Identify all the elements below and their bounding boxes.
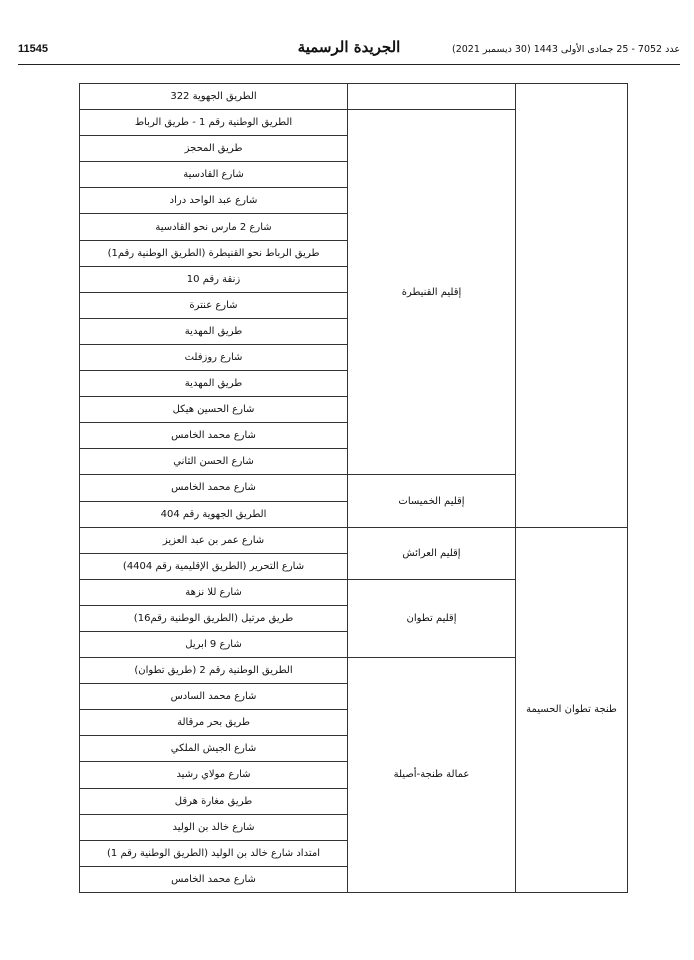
road-cell: شارع محمد الخامس xyxy=(80,475,348,501)
road-cell: شارع 9 ابريل xyxy=(80,631,348,657)
road-cell: شارع محمد السادس xyxy=(80,684,348,710)
road-cell: شارع الحسين هيكل xyxy=(80,397,348,423)
region-cell: طنجة تطوان الحسيمة xyxy=(516,527,628,892)
road-cell: شارع محمد الخامس xyxy=(80,866,348,892)
road-cell: شارع القادسية xyxy=(80,162,348,188)
road-cell: الطريق الجهوية 322 xyxy=(80,84,348,110)
road-cell: شارع روزفلت xyxy=(80,344,348,370)
province-cell: إقليم الخميسات xyxy=(348,475,516,527)
road-cell: طريق المهدية xyxy=(80,318,348,344)
road-cell: طريق بحر مرقالة xyxy=(80,710,348,736)
road-cell: الطريق الجهوية رقم 404 xyxy=(80,501,348,527)
province-cell: إقليم القنيطرة xyxy=(348,110,516,475)
province-cell: إقليم العرائش xyxy=(348,527,516,579)
road-cell: طريق المحجز xyxy=(80,136,348,162)
table-row xyxy=(80,527,628,553)
road-cell: شارع التحرير (الطريق الإقليمية رقم 4404) xyxy=(80,553,348,579)
road-cell: طريق مرتيل (الطريق الوطنية رقم16) xyxy=(80,605,348,631)
road-cell: الطريق الوطنية رقم 2 (طريق تطوان) xyxy=(80,658,348,684)
road-cell: زنقة رقم 10 xyxy=(80,266,348,292)
road-cell: شارع محمد الخامس xyxy=(80,423,348,449)
road-cell: شارع الحسن الثاني xyxy=(80,449,348,475)
region-cell-empty xyxy=(516,84,628,528)
gazette-title: الجريدة الرسمية xyxy=(297,38,401,56)
road-cell: امتداد شارع خالد بن الوليد (الطريق الوطنية رقم 1) xyxy=(80,840,348,866)
province-cell: عمالة طنجة-أصيلة xyxy=(348,658,516,893)
roads-table-body xyxy=(80,84,628,893)
road-cell: شارع عنترة xyxy=(80,292,348,318)
table-row xyxy=(80,84,628,110)
road-cell: شارع الجيش الملكي xyxy=(80,736,348,762)
road-cell: شارع 2 مارس نحو القادسية xyxy=(80,214,348,240)
road-cell: شارع للا نزهة xyxy=(80,579,348,605)
road-cell: طريق المهدية xyxy=(80,371,348,397)
road-cell: طريق مغارة هرقل xyxy=(80,788,348,814)
road-cell: شارع مولاي رشيد xyxy=(80,762,348,788)
page-number: 11545 xyxy=(18,43,48,55)
province-cell: إقليم تطوان xyxy=(348,579,516,657)
header-divider xyxy=(18,64,680,65)
province-cell xyxy=(348,84,516,110)
road-cell: شارع عبد الواحد دراد xyxy=(80,188,348,214)
road-cell: شارع عمر بن عبد العزيز xyxy=(80,527,348,553)
page-header xyxy=(18,40,680,64)
issue-info: عدد 7052 - 25 جمادى الأولى 1443 (30 ديسمبر 2021) xyxy=(451,44,680,55)
roads-table xyxy=(79,83,628,893)
road-cell: شارع خالد بن الوليد xyxy=(80,814,348,840)
road-cell: طريق الرباط نحو القنيطرة (الطريق الوطنية رقم1) xyxy=(80,240,348,266)
road-cell: الطريق الوطنية رقم 1 - طريق الرباط xyxy=(80,110,348,136)
